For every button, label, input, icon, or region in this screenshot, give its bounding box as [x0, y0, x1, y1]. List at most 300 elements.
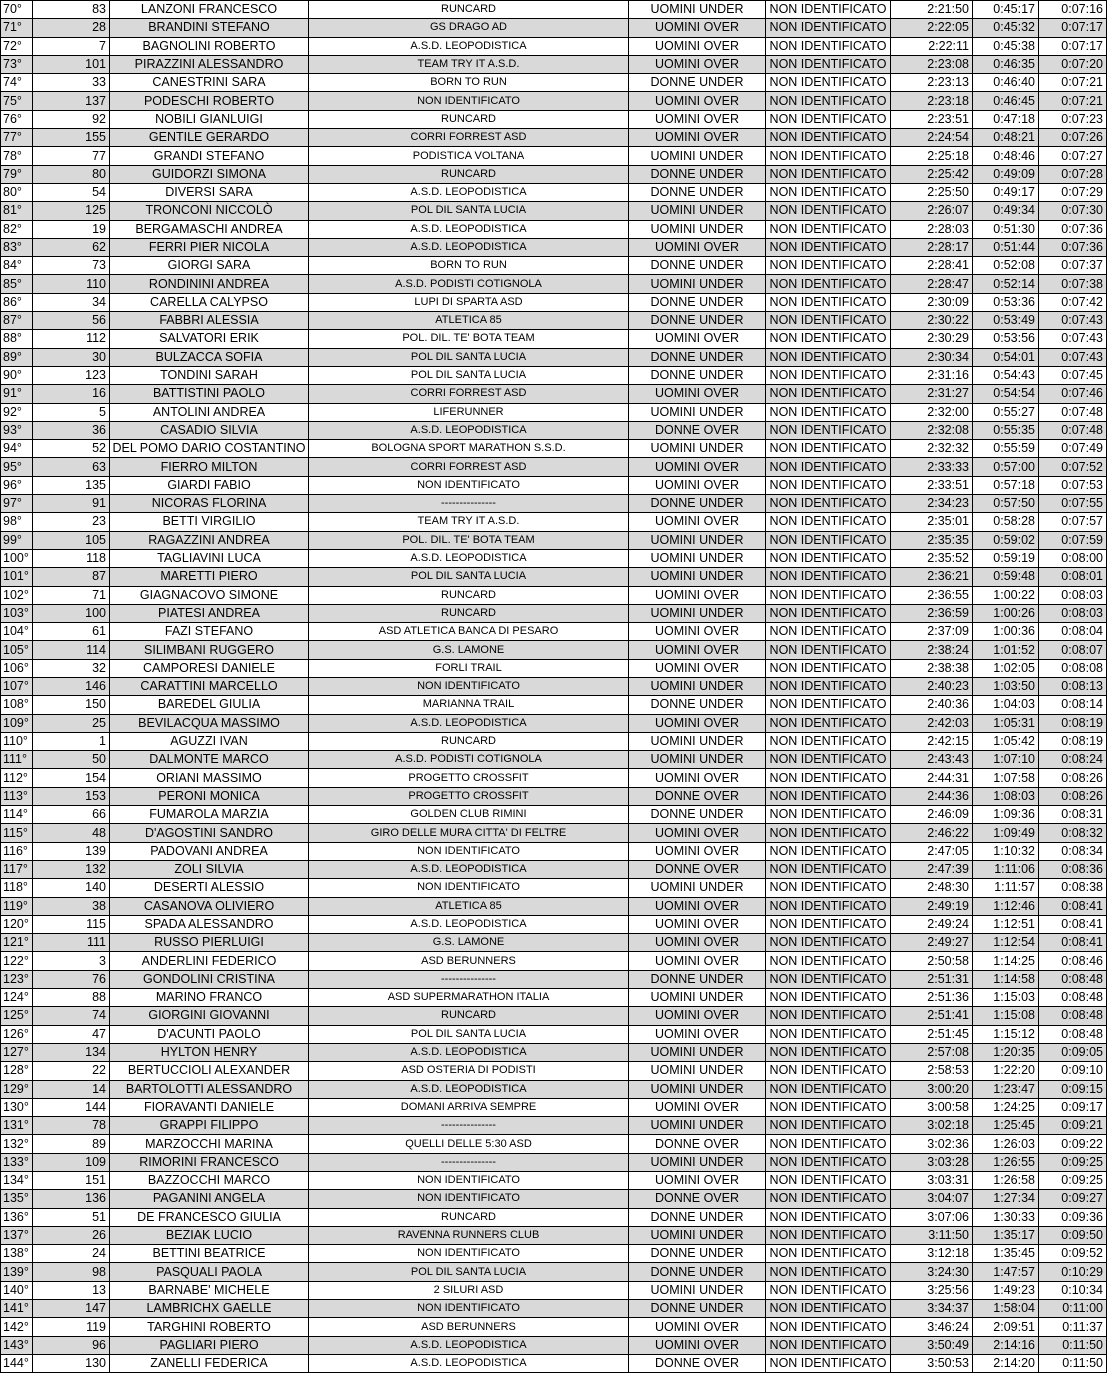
athlete-name-cell: BARTOLOTTI ALESSANDRO	[110, 1080, 309, 1098]
position-cell: 105°	[1, 641, 33, 659]
position-cell: 97°	[1, 495, 33, 513]
pace-cell: 0:07:45	[1039, 366, 1107, 384]
category-cell: UOMINI OVER	[629, 952, 766, 970]
bib-number-cell: 154	[33, 769, 110, 787]
bib-number-cell: 92	[33, 110, 110, 128]
team-cell: POL DIL SANTA LUCIA	[309, 1025, 629, 1043]
finish-time-cell: 2:31:16	[891, 366, 973, 384]
status-cell: NON IDENTIFICATO	[766, 806, 891, 824]
bib-number-cell: 151	[33, 1172, 110, 1190]
bib-number-cell: 111	[33, 934, 110, 952]
finish-time-cell: 3:50:53	[891, 1354, 973, 1372]
category-cell: UOMINI OVER	[629, 1318, 766, 1336]
time-gap-cell: 2:14:20	[973, 1354, 1039, 1372]
finish-time-cell: 2:23:51	[891, 110, 973, 128]
finish-time-cell: 2:33:33	[891, 458, 973, 476]
category-cell: DONNE OVER	[629, 1354, 766, 1372]
pace-cell: 0:08:03	[1039, 604, 1107, 622]
finish-time-cell: 3:07:06	[891, 1208, 973, 1226]
category-cell: UOMINI UNDER	[629, 1, 766, 19]
athlete-name-cell: BATTISTINI PAOLO	[110, 385, 309, 403]
bib-number-cell: 91	[33, 495, 110, 513]
table-row	[1, 312, 1107, 330]
athlete-name-cell: BETTI VIRGILIO	[110, 513, 309, 531]
finish-time-cell: 2:28:17	[891, 238, 973, 256]
category-cell: UOMINI OVER	[629, 110, 766, 128]
bib-number-cell: 96	[33, 1336, 110, 1354]
category-cell: UOMINI OVER	[629, 1172, 766, 1190]
status-cell: NON IDENTIFICATO	[766, 330, 891, 348]
team-cell: GOLDEN CLUB RIMINI	[309, 806, 629, 824]
status-cell: NON IDENTIFICATO	[766, 696, 891, 714]
pace-cell: 0:08:32	[1039, 824, 1107, 842]
status-cell: NON IDENTIFICATO	[766, 1354, 891, 1372]
pace-cell: 0:07:17	[1039, 19, 1107, 37]
team-cell: A.S.D. LEOPODISTICA	[309, 37, 629, 55]
bib-number-cell: 132	[33, 860, 110, 878]
category-cell: DONNE UNDER	[629, 183, 766, 201]
athlete-name-cell: PAGANINI ANGELA	[110, 1190, 309, 1208]
bib-number-cell: 50	[33, 751, 110, 769]
time-gap-cell: 1:22:20	[973, 1062, 1039, 1080]
team-cell: A.S.D. LEOPODISTICA	[309, 860, 629, 878]
finish-time-cell: 2:32:08	[891, 421, 973, 439]
pace-cell: 0:09:21	[1039, 1117, 1107, 1135]
athlete-name-cell: DE FRANCESCO GIULIA	[110, 1208, 309, 1226]
pace-cell: 0:07:43	[1039, 330, 1107, 348]
pace-cell: 0:07:38	[1039, 275, 1107, 293]
pace-cell: 0:07:36	[1039, 220, 1107, 238]
finish-time-cell: 2:24:54	[891, 129, 973, 147]
athlete-name-cell: RONDININI ANDREA	[110, 275, 309, 293]
table-row	[1, 110, 1107, 128]
time-gap-cell: 0:46:45	[973, 92, 1039, 110]
bib-number-cell: 76	[33, 970, 110, 988]
pace-cell: 0:07:48	[1039, 421, 1107, 439]
position-cell: 106°	[1, 659, 33, 677]
table-row	[1, 696, 1107, 714]
team-cell: PODISTICA VOLTANA	[309, 147, 629, 165]
category-cell: DONNE UNDER	[629, 495, 766, 513]
team-cell: POL DIL SANTA LUCIA	[309, 568, 629, 586]
table-row	[1, 806, 1107, 824]
bib-number-cell: 61	[33, 623, 110, 641]
finish-time-cell: 2:44:36	[891, 787, 973, 805]
team-cell: ASD OSTERIA DI PODISTI	[309, 1062, 629, 1080]
status-cell: NON IDENTIFICATO	[766, 860, 891, 878]
athlete-name-cell: GRAPPI FILIPPO	[110, 1117, 309, 1135]
position-cell: 78°	[1, 147, 33, 165]
position-cell: 141°	[1, 1300, 33, 1318]
bib-number-cell: 78	[33, 1117, 110, 1135]
time-gap-cell: 0:46:35	[973, 55, 1039, 73]
status-cell: NON IDENTIFICATO	[766, 348, 891, 366]
position-cell: 89°	[1, 348, 33, 366]
time-gap-cell: 1:26:58	[973, 1172, 1039, 1190]
position-cell: 85°	[1, 275, 33, 293]
pace-cell: 0:07:37	[1039, 257, 1107, 275]
position-cell: 101°	[1, 568, 33, 586]
status-cell: NON IDENTIFICATO	[766, 147, 891, 165]
table-row	[1, 1336, 1107, 1354]
bib-number-cell: 28	[33, 19, 110, 37]
category-cell: UOMINI UNDER	[629, 677, 766, 695]
team-cell: GIRO DELLE MURA CITTA' DI FELTRE	[309, 824, 629, 842]
table-row	[1, 1226, 1107, 1244]
table-row	[1, 659, 1107, 677]
pace-cell: 0:11:00	[1039, 1300, 1107, 1318]
time-gap-cell: 0:49:34	[973, 202, 1039, 220]
category-cell: UOMINI UNDER	[629, 732, 766, 750]
position-cell: 134°	[1, 1172, 33, 1190]
table-row	[1, 1245, 1107, 1263]
position-cell: 79°	[1, 165, 33, 183]
bib-number-cell: 140	[33, 879, 110, 897]
pace-cell: 0:08:13	[1039, 677, 1107, 695]
time-gap-cell: 1:11:57	[973, 879, 1039, 897]
bib-number-cell: 134	[33, 1043, 110, 1061]
athlete-name-cell: RIMORINI FRANCESCO	[110, 1153, 309, 1171]
status-cell: NON IDENTIFICATO	[766, 1300, 891, 1318]
time-gap-cell: 0:53:36	[973, 293, 1039, 311]
athlete-name-cell: BARNABE' MICHELE	[110, 1281, 309, 1299]
bib-number-cell: 14	[33, 1080, 110, 1098]
status-cell: NON IDENTIFICATO	[766, 1062, 891, 1080]
time-gap-cell: 0:51:44	[973, 238, 1039, 256]
finish-time-cell: 2:43:43	[891, 751, 973, 769]
team-cell: A.S.D. LEOPODISTICA	[309, 1043, 629, 1061]
time-gap-cell: 1:01:52	[973, 641, 1039, 659]
finish-time-cell: 2:36:59	[891, 604, 973, 622]
time-gap-cell: 0:52:14	[973, 275, 1039, 293]
bib-number-cell: 88	[33, 989, 110, 1007]
pace-cell: 0:08:46	[1039, 952, 1107, 970]
category-cell: UOMINI OVER	[629, 92, 766, 110]
team-cell: RAVENNA RUNNERS CLUB	[309, 1226, 629, 1244]
table-row	[1, 19, 1107, 37]
athlete-name-cell: MARETTI PIERO	[110, 568, 309, 586]
status-cell: NON IDENTIFICATO	[766, 403, 891, 421]
team-cell: NON IDENTIFICATO	[309, 92, 629, 110]
category-cell: DONNE UNDER	[629, 165, 766, 183]
category-cell: UOMINI UNDER	[629, 1281, 766, 1299]
finish-time-cell: 2:40:36	[891, 696, 973, 714]
athlete-name-cell: NOBILI GIANLUIGI	[110, 110, 309, 128]
bib-number-cell: 5	[33, 403, 110, 421]
pace-cell: 0:09:05	[1039, 1043, 1107, 1061]
team-cell: TEAM TRY IT A.S.D.	[309, 55, 629, 73]
status-cell: NON IDENTIFICATO	[766, 879, 891, 897]
athlete-name-cell: CANESTRINI SARA	[110, 74, 309, 92]
time-gap-cell: 1:08:03	[973, 787, 1039, 805]
pace-cell: 0:08:26	[1039, 787, 1107, 805]
table-row	[1, 403, 1107, 421]
status-cell: NON IDENTIFICATO	[766, 897, 891, 915]
pace-cell: 0:07:23	[1039, 110, 1107, 128]
athlete-name-cell: MARINO FRANCO	[110, 989, 309, 1007]
position-cell: 94°	[1, 440, 33, 458]
bib-number-cell: 110	[33, 275, 110, 293]
category-cell: DONNE UNDER	[629, 312, 766, 330]
finish-time-cell: 2:58:53	[891, 1062, 973, 1080]
bib-number-cell: 80	[33, 165, 110, 183]
table-row	[1, 586, 1107, 604]
time-gap-cell: 2:09:51	[973, 1318, 1039, 1336]
finish-time-cell: 2:30:29	[891, 330, 973, 348]
finish-time-cell: 3:11:50	[891, 1226, 973, 1244]
bib-number-cell: 26	[33, 1226, 110, 1244]
athlete-name-cell: GENTILE GERARDO	[110, 129, 309, 147]
table-row	[1, 129, 1107, 147]
team-cell: ASD BERUNNERS	[309, 952, 629, 970]
athlete-name-cell: DIVERSI SARA	[110, 183, 309, 201]
athlete-name-cell: ZANELLI FEDERICA	[110, 1354, 309, 1372]
pace-cell: 0:07:42	[1039, 293, 1107, 311]
bib-number-cell: 89	[33, 1135, 110, 1153]
category-cell: UOMINI UNDER	[629, 1043, 766, 1061]
time-gap-cell: 0:54:01	[973, 348, 1039, 366]
finish-time-cell: 2:36:21	[891, 568, 973, 586]
athlete-name-cell: FABBRI ALESSIA	[110, 312, 309, 330]
category-cell: UOMINI UNDER	[629, 1117, 766, 1135]
finish-time-cell: 2:25:18	[891, 147, 973, 165]
bib-number-cell: 123	[33, 366, 110, 384]
table-row	[1, 842, 1107, 860]
athlete-name-cell: GIORGINI GIOVANNI	[110, 1007, 309, 1025]
finish-time-cell: 2:35:52	[891, 549, 973, 567]
bib-number-cell: 66	[33, 806, 110, 824]
table-row	[1, 531, 1107, 549]
status-cell: NON IDENTIFICATO	[766, 1025, 891, 1043]
team-cell: ---------------	[309, 1117, 629, 1135]
bib-number-cell: 13	[33, 1281, 110, 1299]
table-row	[1, 1043, 1107, 1061]
table-row	[1, 824, 1107, 842]
status-cell: NON IDENTIFICATO	[766, 604, 891, 622]
time-gap-cell: 1:12:46	[973, 897, 1039, 915]
position-cell: 96°	[1, 476, 33, 494]
category-cell: UOMINI OVER	[629, 385, 766, 403]
pace-cell: 0:07:20	[1039, 55, 1107, 73]
athlete-name-cell: ORIANI MASSIMO	[110, 769, 309, 787]
status-cell: NON IDENTIFICATO	[766, 165, 891, 183]
bib-number-cell: 155	[33, 129, 110, 147]
athlete-name-cell: PIATESI ANDREA	[110, 604, 309, 622]
category-cell: DONNE UNDER	[629, 1263, 766, 1281]
position-cell: 132°	[1, 1135, 33, 1153]
bib-number-cell: 16	[33, 385, 110, 403]
athlete-name-cell: LAMBRICHX GAELLE	[110, 1300, 309, 1318]
finish-time-cell: 2:46:09	[891, 806, 973, 824]
athlete-name-cell: AGUZZI IVAN	[110, 732, 309, 750]
bib-number-cell: 3	[33, 952, 110, 970]
table-row	[1, 677, 1107, 695]
category-cell: UOMINI UNDER	[629, 1062, 766, 1080]
finish-time-cell: 2:32:00	[891, 403, 973, 421]
position-cell: 138°	[1, 1245, 33, 1263]
table-row	[1, 1007, 1107, 1025]
category-cell: UOMINI OVER	[629, 19, 766, 37]
status-cell: NON IDENTIFICATO	[766, 732, 891, 750]
pace-cell: 0:08:04	[1039, 623, 1107, 641]
pace-cell: 0:08:41	[1039, 934, 1107, 952]
team-cell: RUNCARD	[309, 604, 629, 622]
pace-cell: 0:08:41	[1039, 915, 1107, 933]
pace-cell: 0:08:48	[1039, 970, 1107, 988]
athlete-name-cell: FIERRO MILTON	[110, 458, 309, 476]
pace-cell: 0:09:25	[1039, 1172, 1107, 1190]
time-gap-cell: 1:04:03	[973, 696, 1039, 714]
table-row	[1, 55, 1107, 73]
category-cell: DONNE OVER	[629, 787, 766, 805]
bib-number-cell: 51	[33, 1208, 110, 1226]
time-gap-cell: 1:00:22	[973, 586, 1039, 604]
pace-cell: 0:08:03	[1039, 586, 1107, 604]
finish-time-cell: 2:42:15	[891, 732, 973, 750]
finish-time-cell: 3:00:20	[891, 1080, 973, 1098]
status-cell: NON IDENTIFICATO	[766, 1208, 891, 1226]
table-row	[1, 257, 1107, 275]
table-row	[1, 37, 1107, 55]
bib-number-cell: 52	[33, 440, 110, 458]
time-gap-cell: 0:59:48	[973, 568, 1039, 586]
position-cell: 72°	[1, 37, 33, 55]
position-cell: 126°	[1, 1025, 33, 1043]
team-cell: NON IDENTIFICATO	[309, 1300, 629, 1318]
athlete-name-cell: BETTINI BEATRICE	[110, 1245, 309, 1263]
status-cell: NON IDENTIFICATO	[766, 915, 891, 933]
finish-time-cell: 2:26:07	[891, 202, 973, 220]
finish-time-cell: 2:32:32	[891, 440, 973, 458]
time-gap-cell: 1:49:23	[973, 1281, 1039, 1299]
pace-cell: 0:08:34	[1039, 842, 1107, 860]
bib-number-cell: 1	[33, 732, 110, 750]
finish-time-cell: 2:36:55	[891, 586, 973, 604]
bib-number-cell: 30	[33, 348, 110, 366]
category-cell: UOMINI UNDER	[629, 989, 766, 1007]
athlete-name-cell: CAMPORESI DANIELE	[110, 659, 309, 677]
position-cell: 140°	[1, 1281, 33, 1299]
position-cell: 99°	[1, 531, 33, 549]
team-cell: BORN TO RUN	[309, 257, 629, 275]
athlete-name-cell: BERTUCCIOLI ALEXANDER	[110, 1062, 309, 1080]
bib-number-cell: 109	[33, 1153, 110, 1171]
pace-cell: 0:07:52	[1039, 458, 1107, 476]
status-cell: NON IDENTIFICATO	[766, 970, 891, 988]
table-row	[1, 915, 1107, 933]
team-cell: A.S.D. LEOPODISTICA	[309, 220, 629, 238]
team-cell: POL DIL SANTA LUCIA	[309, 366, 629, 384]
athlete-name-cell: LANZONI FRANCESCO	[110, 1, 309, 19]
team-cell: NON IDENTIFICATO	[309, 1172, 629, 1190]
athlete-name-cell: SILIMBANI RUGGERO	[110, 641, 309, 659]
bib-number-cell: 105	[33, 531, 110, 549]
table-row	[1, 549, 1107, 567]
bib-number-cell: 32	[33, 659, 110, 677]
finish-time-cell: 2:35:01	[891, 513, 973, 531]
team-cell: ---------------	[309, 1153, 629, 1171]
category-cell: UOMINI UNDER	[629, 220, 766, 238]
athlete-name-cell: HYLTON HENRY	[110, 1043, 309, 1061]
category-cell: UOMINI OVER	[629, 458, 766, 476]
status-cell: NON IDENTIFICATO	[766, 1098, 891, 1116]
bib-number-cell: 25	[33, 714, 110, 732]
athlete-name-cell: CASADIO SILVIA	[110, 421, 309, 439]
position-cell: 76°	[1, 110, 33, 128]
team-cell: G.S. LAMONE	[309, 934, 629, 952]
athlete-name-cell: DEL POMO DARIO COSTANTINO	[110, 440, 309, 458]
table-row	[1, 1263, 1107, 1281]
time-gap-cell: 1:05:42	[973, 732, 1039, 750]
pace-cell: 0:10:34	[1039, 1281, 1107, 1299]
bib-number-cell: 115	[33, 915, 110, 933]
category-cell: UOMINI UNDER	[629, 1226, 766, 1244]
team-cell: NON IDENTIFICATO	[309, 1190, 629, 1208]
pace-cell: 0:07:17	[1039, 37, 1107, 55]
team-cell: A.S.D. LEOPODISTICA	[309, 549, 629, 567]
pace-cell: 0:08:48	[1039, 1007, 1107, 1025]
team-cell: CORRI FORREST ASD	[309, 385, 629, 403]
finish-time-cell: 2:28:47	[891, 275, 973, 293]
table-row	[1, 1208, 1107, 1226]
bib-number-cell: 48	[33, 824, 110, 842]
time-gap-cell: 0:57:00	[973, 458, 1039, 476]
team-cell: A.S.D. LEOPODISTICA	[309, 238, 629, 256]
position-cell: 93°	[1, 421, 33, 439]
athlete-name-cell: NICORAS FLORINA	[110, 495, 309, 513]
category-cell: UOMINI UNDER	[629, 568, 766, 586]
team-cell: LIFERUNNER	[309, 403, 629, 421]
table-row	[1, 1025, 1107, 1043]
category-cell: UOMINI OVER	[629, 476, 766, 494]
time-gap-cell: 1:15:12	[973, 1025, 1039, 1043]
athlete-name-cell: PADOVANI ANDREA	[110, 842, 309, 860]
pace-cell: 0:09:27	[1039, 1190, 1107, 1208]
time-gap-cell: 1:02:05	[973, 659, 1039, 677]
table-row	[1, 147, 1107, 165]
team-cell: A.S.D. LEOPODISTICA	[309, 1336, 629, 1354]
category-cell: DONNE UNDER	[629, 970, 766, 988]
position-cell: 144°	[1, 1354, 33, 1372]
pace-cell: 0:07:57	[1039, 513, 1107, 531]
table-row	[1, 714, 1107, 732]
category-cell: DONNE UNDER	[629, 1208, 766, 1226]
status-cell: NON IDENTIFICATO	[766, 1153, 891, 1171]
position-cell: 127°	[1, 1043, 33, 1061]
category-cell: DONNE UNDER	[629, 696, 766, 714]
status-cell: NON IDENTIFICATO	[766, 312, 891, 330]
time-gap-cell: 0:57:50	[973, 495, 1039, 513]
position-cell: 109°	[1, 714, 33, 732]
bib-number-cell: 73	[33, 257, 110, 275]
bib-number-cell: 150	[33, 696, 110, 714]
status-cell: NON IDENTIFICATO	[766, 1281, 891, 1299]
time-gap-cell: 0:45:38	[973, 37, 1039, 55]
finish-time-cell: 2:40:23	[891, 677, 973, 695]
finish-time-cell: 2:23:08	[891, 55, 973, 73]
time-gap-cell: 2:14:16	[973, 1336, 1039, 1354]
category-cell: UOMINI OVER	[629, 659, 766, 677]
pace-cell: 0:08:48	[1039, 1025, 1107, 1043]
status-cell: NON IDENTIFICATO	[766, 440, 891, 458]
time-gap-cell: 0:57:18	[973, 476, 1039, 494]
bib-number-cell: 100	[33, 604, 110, 622]
position-cell: 82°	[1, 220, 33, 238]
finish-time-cell: 3:00:58	[891, 1098, 973, 1116]
category-cell: UOMINI OVER	[629, 934, 766, 952]
position-cell: 110°	[1, 732, 33, 750]
status-cell: NON IDENTIFICATO	[766, 1007, 891, 1025]
